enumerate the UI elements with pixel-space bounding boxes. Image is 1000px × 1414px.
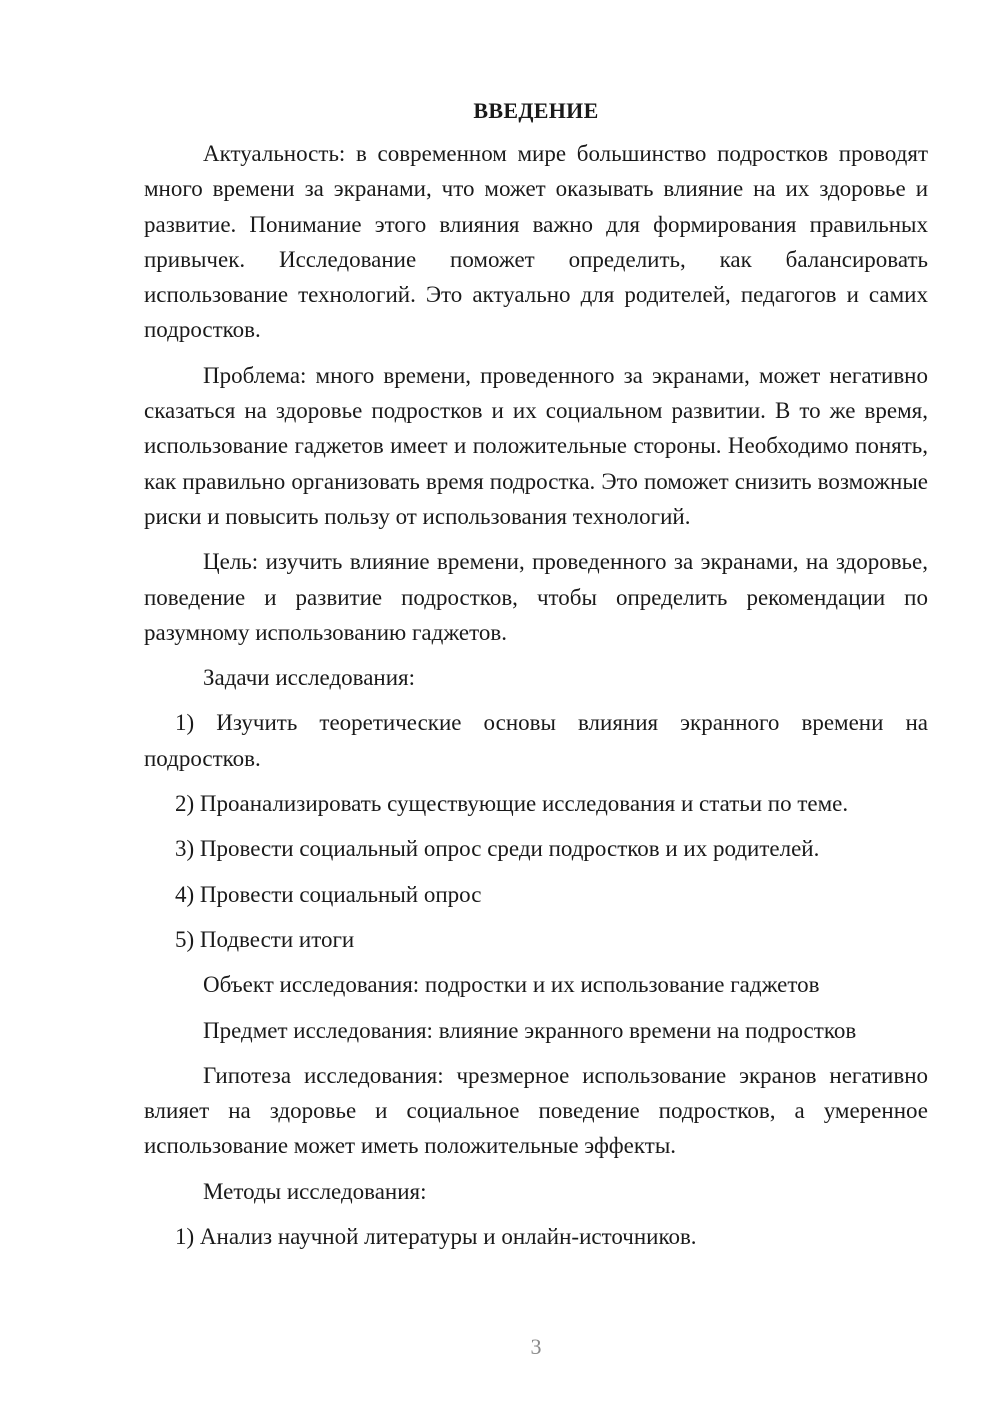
problem-paragraph: Проблема: много времени, проведенного за экранами, может негативно сказаться на здоровье подростков и их социальном развитии. В то же время, использование гаджетов имеет и положительные стороны. Необходимо понять, как правильно организовать время подростка. Это поможет снизить возможные риски и повысить пользу от использования технологий. (144, 362, 928, 529)
goal-paragraph: Цель: изучить влияние времени, проведенного за экранами, на здоровье, поведение и развитие подростков, чтобы определить рекомендации по разумному использованию гаджетов. (144, 549, 928, 645)
task-item-2: 2) Проанализировать существующие исследования и статьи по теме. (175, 791, 849, 817)
page-title: ВВЕДЕНИЕ (473, 98, 599, 123)
page-number: 3 (530, 1334, 542, 1359)
relevance-paragraph: Актуальность: в современном мире большинство подростков проводят много времени за экранами, что может оказывать влияние на их здоровье и развитие. Понимание этого влияния важно для формирования правильных привычек. Исследование поможет определить, как балансировать использование технологий. Это актуально для родителей, педагогов и самих подростков. (144, 141, 928, 343)
method-item-1: 1) Анализ научной литературы и онлайн-источников. (175, 1224, 697, 1250)
task-item-1: 1) Изучить теоретические основы влияния экранного времени на подростков. (144, 710, 928, 771)
task-item-3: 3) Провести социальный опрос среди подростков и их родителей. (175, 836, 820, 862)
methods-heading: Методы исследования: (203, 1178, 427, 1204)
page-content (144, 96, 928, 1264)
task-item-4: 4) Провести социальный опрос (175, 881, 482, 907)
tasks-heading: Задачи исследования: (203, 665, 416, 691)
subject-paragraph: Предмет исследования: влияние экранного времени на подростков (203, 1017, 857, 1043)
hypothesis-paragraph: Гипотеза исследования: чрезмерное использование экранов негативно влияет на здоровье и социальное поведение подростков, а умеренное использование может иметь положительные эффекты. (144, 1062, 928, 1159)
task-item-5: 5) Подвести итоги (175, 926, 355, 952)
object-paragraph: Объект исследования: подростки и их использование гаджетов (203, 972, 820, 998)
